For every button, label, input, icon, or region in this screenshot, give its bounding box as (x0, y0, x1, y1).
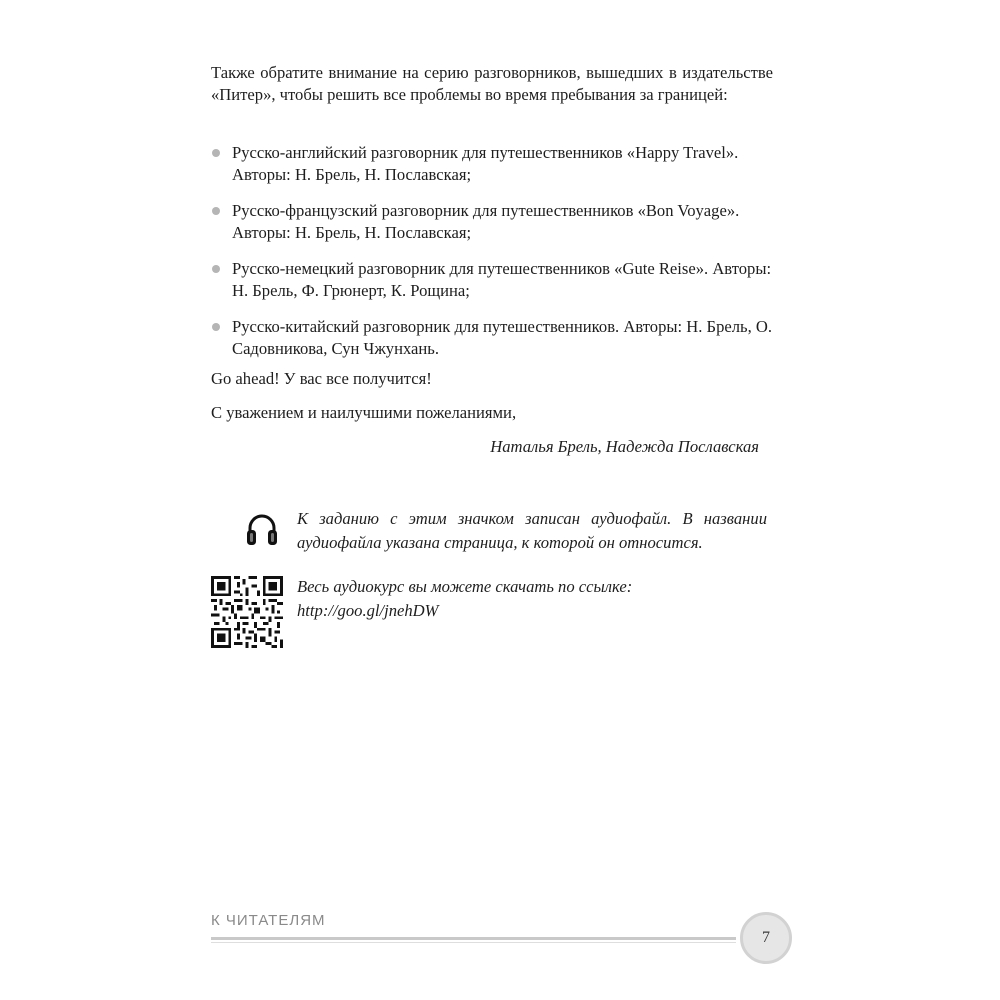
phrasebook-list (211, 142, 773, 374)
page-number: 7 (740, 912, 792, 964)
download-note (297, 575, 767, 623)
footer-divider-thin (211, 942, 736, 943)
footer-divider (211, 937, 736, 940)
download-note-text: Весь аудиокурс вы можете скачать по ссылке: (297, 577, 633, 596)
qr-code-icon[interactable] (211, 576, 283, 648)
list-item-text: Русско-французский разговорник для путешественников «Bon Voyage». Авторы: Н. Брель, Н. Пославская; (232, 201, 740, 242)
download-link[interactable]: http://goo.gl/jnehDW (297, 601, 439, 620)
regards-line: С уважением и наилучшими пожеланиями, (211, 403, 517, 422)
bullet-icon (212, 149, 220, 157)
list-item (211, 142, 773, 186)
list-item (211, 258, 773, 302)
list-item-text: Русско-китайский разговорник для путешественников. Авторы: Н. Брель, О. Садовникова, Сун Чжунхань. (232, 317, 773, 358)
list-item (211, 316, 773, 360)
signature: Наталья Брель, Надежда Пославская (490, 437, 759, 456)
bullet-icon (212, 323, 220, 331)
list-item-text: Русско-английский разговорник для путешественников «Happy Travel». Авторы: Н. Брель, Н. Пославская; (232, 143, 739, 184)
audio-note: К заданию с этим значком записан аудиофайл. В названии аудиофайла указана страница, к которой он относится. (297, 509, 767, 552)
list-item-text: Русско-немецкий разговорник для путешественников «Gute Reise». Авторы: Н. Брель, Ф. Грюнерт, К. Рощина; (232, 259, 772, 300)
headphones-icon (244, 512, 280, 548)
list-item (211, 200, 773, 244)
bullet-icon (212, 207, 220, 215)
intro-paragraph: Также обратите внимание на серию разговорников, вышедших в издательстве «Питер», чтобы решить все проблемы во время пребывания за границей: (211, 63, 773, 104)
section-title: К ЧИТАТЕЛЯМ (211, 912, 326, 929)
go-ahead-line: Go ahead! У вас все получится! (211, 369, 432, 388)
bullet-icon (212, 265, 220, 273)
